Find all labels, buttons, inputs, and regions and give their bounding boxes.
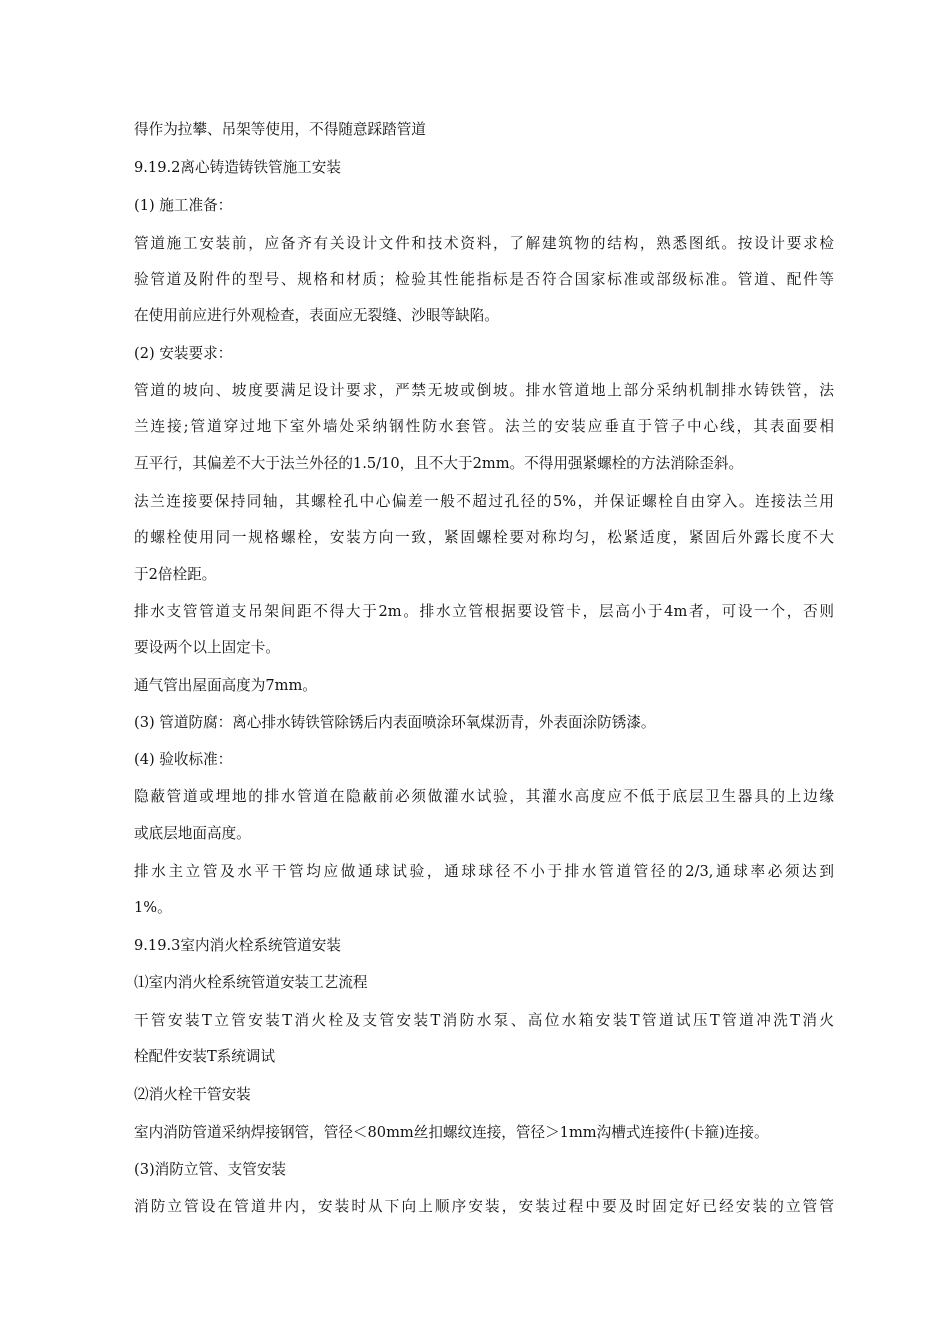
subsection-heading: ⑴室内消火栓系统管道安装工艺流程 bbox=[134, 974, 368, 991]
body-text-line: 兰连接;管道穿过地下室外墙处采纳钢性防水套管。法兰的安装应垂直于管子中心线，其表面要相 bbox=[134, 418, 834, 435]
section-heading: 9.19.2离心铸造铸铁管施工安装 bbox=[134, 159, 341, 176]
body-text-line: 排水主立管及水平干管均应做通球试验，通球球径不小于排水管道管径的2/3,通球率必须达到 bbox=[134, 863, 834, 880]
subsection-heading: (3)消防立管、支管安装 bbox=[134, 1161, 287, 1178]
body-text-line: 的螺栓使用同一规格螺栓，安装方向一致，紧固螺栓要对称均匀，松紧适度，紧固后外露长度不大 bbox=[134, 529, 834, 546]
body-text-line: 管道的坡向、坡度要满足设计要求，严禁无坡或倒坡。排水管道地上部分采纳机制排水铸铁管，法 bbox=[134, 382, 834, 399]
body-text-line: 消防立管设在管道井内，安装时从下向上顺序安装，安装过程中要及时固定好已经安装的立管管 bbox=[134, 1198, 834, 1215]
body-text-line: 1%。 bbox=[134, 899, 172, 916]
body-text-line: 在使用前应进行外观检查，表面应无裂缝、沙眼等缺陷。 bbox=[134, 307, 499, 324]
body-text-line: 或底层地面高度。 bbox=[134, 825, 251, 842]
subsection-heading: ⑵消火栓干管安装 bbox=[134, 1086, 251, 1103]
body-text-line: 通气管出屋面高度为7mm。 bbox=[134, 677, 317, 694]
subsection-heading: (1) 施工准备： bbox=[134, 197, 233, 214]
body-text-line: 得作为拉攀、吊架等使用，不得随意踩踏管道 bbox=[134, 121, 426, 138]
subsection-heading: (4) 验收标准： bbox=[134, 751, 233, 768]
subsection-heading: (2) 安装要求： bbox=[134, 345, 233, 362]
body-text-line: 于2倍栓距。 bbox=[134, 566, 217, 583]
body-text-line: 要设两个以上固定卡。 bbox=[134, 639, 280, 656]
body-text-line: 法兰连接要保持同轴，其螺栓孔中心偏差一般不超过孔径的5%，并保证螺栓自由穿入。连接法兰用 bbox=[134, 493, 834, 510]
body-text-line: 管道施工安装前，应备齐有关设计文件和技术资料，了解建筑物的结构，熟悉图纸。按设计要求检 bbox=[134, 235, 834, 252]
subsection-heading: (3) 管道防腐：离心排水铸铁管除锈后内表面喷涂环氧煤沥青，外表面涂防锈漆。 bbox=[134, 714, 656, 731]
body-text-line: 验管道及附件的型号、规格和材质；检验其性能指标是否符合国家标准或部级标准。管道、配件等 bbox=[134, 271, 834, 288]
body-text-line: 室内消防管道采纳焊接钢管，管径＜80mm丝扣螺纹连接，管径＞1mm沟槽式连接件(卡箍)连接。 bbox=[134, 1124, 769, 1141]
body-text-line: 隐蔽管道或埋地的排水管道在隐蔽前必须做灌水试验，其灌水高度应不低于底层卫生器具的上边缘 bbox=[134, 788, 834, 805]
body-text-line: 互平行，其偏差不大于法兰外径的1.5/10，且不大于2mm。不得用强紧螺栓的方法消除歪斜。 bbox=[134, 455, 744, 472]
section-heading: 9.19.3室内消火栓系统管道安装 bbox=[134, 937, 341, 954]
body-text-line: 干管安装T立管安装T消火栓及支管安装T消防水泵、高位水箱安装T管道试压T管道冲洗T消火 bbox=[134, 1012, 834, 1029]
body-text-line: 排水支管管道支吊架间距不得大于2m。排水立管根据要设管卡，层高小于4m者，可设一个，否则 bbox=[134, 603, 834, 620]
body-text-line: 栓配件安装T系统调试 bbox=[134, 1048, 276, 1065]
